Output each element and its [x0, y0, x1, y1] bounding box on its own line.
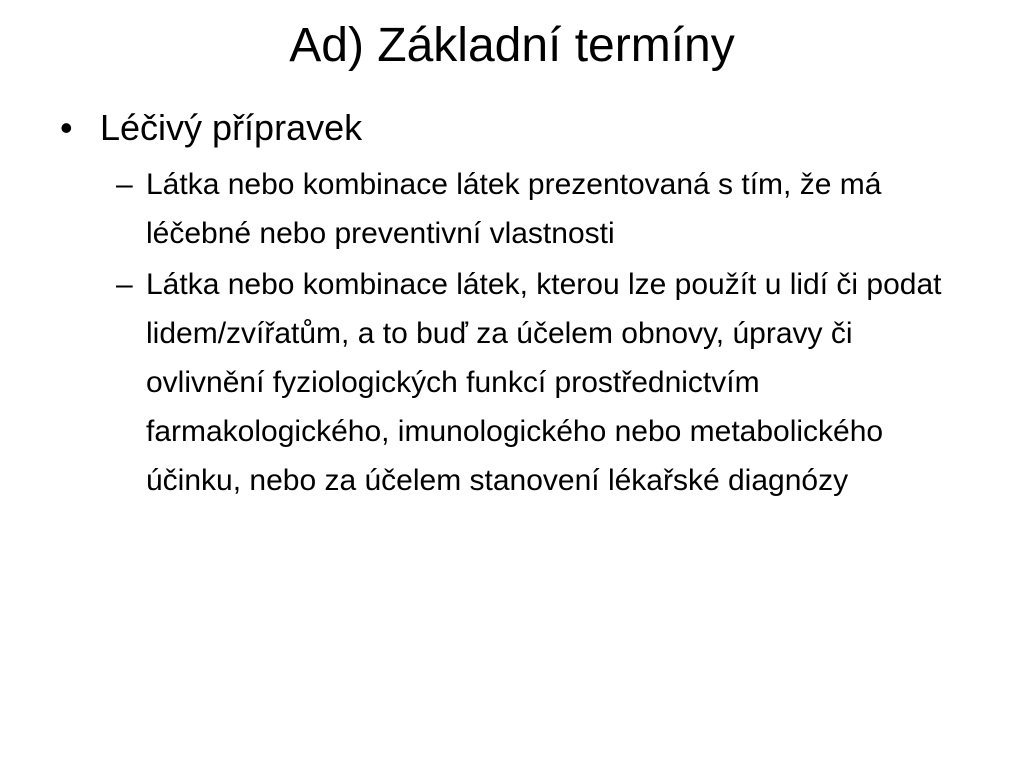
dash-marker: –: [116, 168, 133, 201]
sub-bullet-item: [116, 160, 970, 258]
slide-content: [60, 100, 970, 507]
sub-bullet-text: Látka nebo kombinace látek prezentovaná s tím, že má léčebné nebo preventivní vlastnosti: [146, 168, 882, 250]
bullet-text: Léčivý přípravek: [100, 107, 363, 148]
sub-bullet-item: [116, 260, 970, 505]
sub-bullet-text: Látka nebo kombinace látek, kterou lze použít u lidí či podat lidem/zvířatům, a to buď za účelem obnovy, úpravy či ovlivnění fyziologických funkcí prostřednictvím farmakologického, imunologického nebo metabolického účinku, nebo za účelem stanovení lékařské diagnózy: [146, 268, 942, 497]
sub-bullet-list: [60, 160, 970, 505]
bullet-marker: •: [60, 107, 73, 148]
bullet-text-block: [100, 100, 970, 156]
dash-marker: –: [116, 268, 133, 301]
bullet-item: [60, 100, 970, 156]
slide-title: Ad) Základní termíny: [289, 19, 735, 72]
